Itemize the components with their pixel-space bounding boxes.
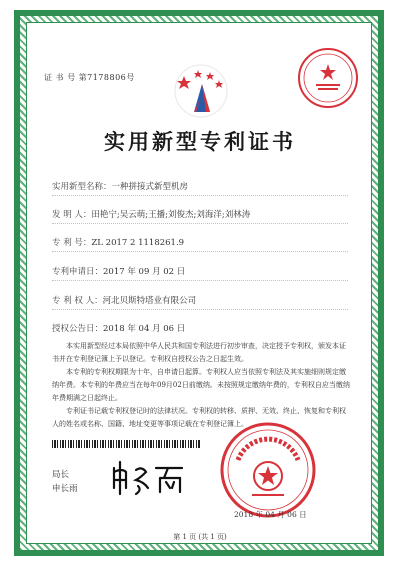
- signature-title-line-1: 局长: [52, 470, 70, 480]
- handwritten-signature: [108, 458, 188, 498]
- body-paragraph: 本实用新型经过本局依照中华人民共和国专利法进行初步审查，决定授予专利权，颁发本证书并在专利登记簿上予以登记。专利权自授权公告之日起生效。: [52, 342, 346, 363]
- field-label: 专利申请日：: [52, 267, 104, 277]
- field-patent-number: [52, 236, 184, 248]
- signature-title-line-2: 申长雨: [52, 484, 78, 494]
- divider: [52, 251, 348, 252]
- field-grant-date: [52, 322, 185, 334]
- field-value: ZL 2017 2 1118261.9: [91, 238, 185, 248]
- patent-office-logo-icon: [172, 62, 230, 120]
- seal-date: 2018 年 04 月 06 日: [234, 510, 307, 519]
- field-utility-model-name: [52, 180, 188, 192]
- field-label: 实用新型名称：: [52, 182, 112, 192]
- field-value: 田艳宁;吴云萌;王播;刘俊杰;刘海洋;刘林涛: [91, 210, 251, 220]
- certificate-number: 证 书 号 第7178806号: [44, 73, 135, 82]
- field-label: 发 明 人：: [52, 210, 92, 220]
- divider: [52, 309, 348, 310]
- field-label: 专 利 权 人：: [52, 296, 103, 306]
- field-value: 2018 年 04 月 06 日: [103, 324, 186, 334]
- field-inventor: [52, 208, 250, 220]
- field-value: 一种拼接式新型机房: [111, 182, 189, 192]
- certificate-body-text: [52, 340, 352, 431]
- signature-title: [52, 468, 78, 496]
- official-seal-icon: [218, 420, 318, 520]
- field-value: 河北贝斯特塔业有限公司: [102, 296, 197, 306]
- body-paragraph: 专利证书记载专利权登记时的法律状况。专利权的转移、质押、无效、终止、恢复和专利权人的姓名或名称、国籍、地址变更等事项记载在专利登记簿上。: [52, 407, 346, 428]
- certificate-title: 实用新型专利证书: [104, 129, 296, 154]
- barcode: [52, 440, 200, 448]
- field-label: 授权公告日：: [52, 324, 104, 334]
- body-paragraph: 本专利的专利权期限为十年，自申请日起算。专利权人应当依照专利法及其实施细则规定缴纳年费。本专利的年费应当在每年09月02日前缴纳。未按照规定缴纳年费的，专利权自应当缴纳年费期满之日起终止。: [52, 368, 350, 402]
- field-label: 专 利 号：: [52, 238, 92, 248]
- field-filing-date: [52, 265, 185, 277]
- field-value: 2017 年 09 月 02 日: [103, 267, 186, 277]
- divider: [52, 280, 348, 281]
- divider: [52, 223, 348, 224]
- page-number: 第 1 页 (共 1 页): [173, 533, 227, 541]
- field-patentee: [52, 294, 196, 306]
- seal-stamp-top-right-icon: [296, 46, 360, 110]
- divider: [52, 195, 348, 196]
